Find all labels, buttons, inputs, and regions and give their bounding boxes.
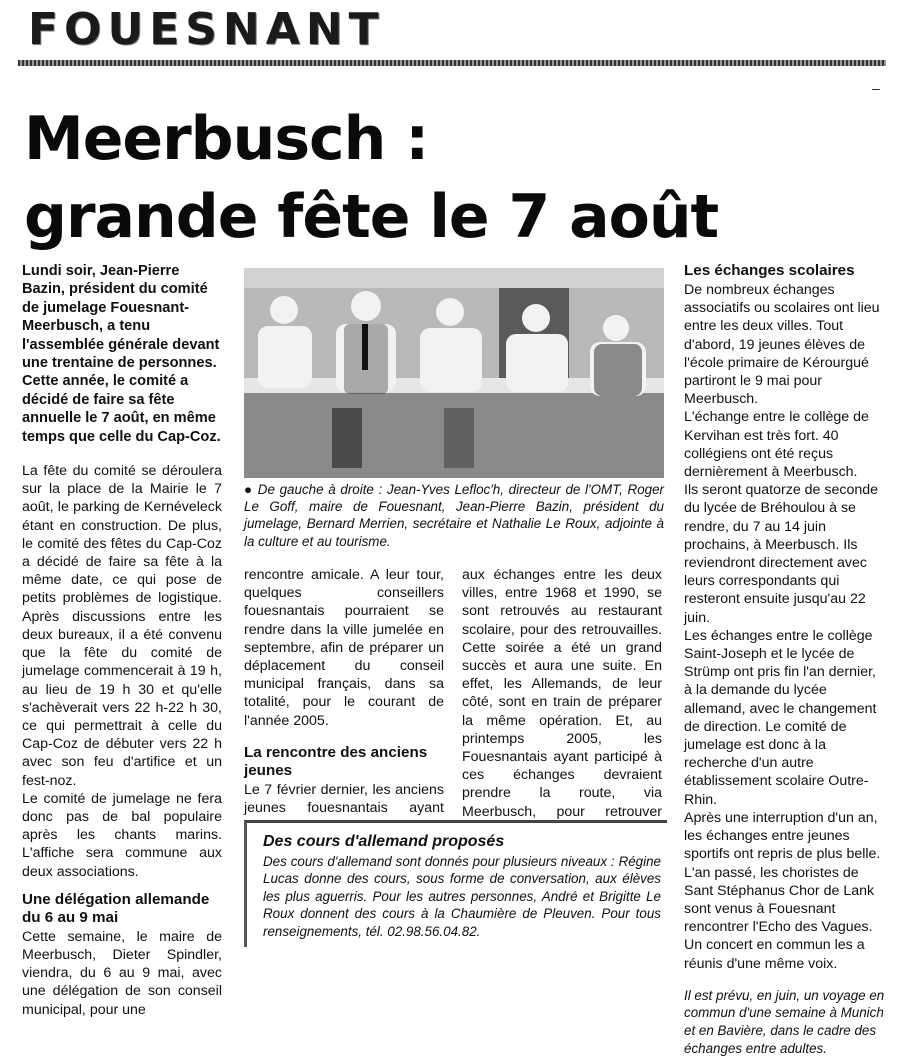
col4-paragraph-6: Il est prévu, en juin, un voyage en commun d'une semaine à Munich et en Bavière, dans le cadre des échanges entre adultes. (684, 987, 885, 1056)
lead-paragraph: Lundi soir, Jean-Pierre Bazin, président du comité de jumelage Fouesnant-Meerbusch, a tenu l'assemblée générale devant une trentaine de personnes. Cette année, le comité a décidé de faire sa fête annuelle le 7 août, en même temps que celle du Cap-Coz. (22, 263, 221, 445)
column-3 (462, 566, 662, 839)
info-box-body: Des cours d'allemand sont donnés pour plusieurs niveaux : Régine Lucas donne des cours, sous forme de conversation, aux élèves les plus aguerris. Pour les autres personnes, André et Brigitte Le Roux donnent des cours à la Chaumière de Pleuven. Pour tous renseignements, tél. 02.98.56.04.82. (263, 854, 661, 939)
col3-paragraph-1: aux échanges entre les deux villes, entre 1968 et 1990, se sont retrouvés au restaurant scolaire, pour des retrouvailles. Cette soirée a été un grand succès et aura une suite. En effet, les Allemands, de leur côté, sont en train de préparer la même opération. Et, au printemps 2005, les Fouesnantais ayant participé à ces échanges devraient prendre la route, via Meerbusch, pour retrouver (462, 567, 662, 820)
col4-subhead: Les échanges scolaires (684, 262, 855, 279)
top-rule (18, 60, 886, 66)
col4-paragraph-3: Ils seront quatorze de seconde du lycée de Bréhoulou à se rendre, du 7 au 14 juin prochains, à Meerbusch. Ils reviendront directement avec leurs correspondants qui resteront ensuite jusqu'au 22 juin. (684, 482, 879, 626)
col2-paragraph-1: rencontre amicale. A leur tour, quelques conseillers fouesnantais pourraient se rendre dans la ville jumelée en septembre, afin de préparer un déplacement du conseil municipal français, dans sa totalité, pour le courant de l'année 2005. (244, 567, 444, 729)
col2-subhead: La rencontre des anciens jeunes (244, 743, 428, 779)
photo-caption: ● De gauche à droite : Jean-Yves Lefloc'h, directeur de l'OMT, Roger Le Goff, maire de Fouesnant, Jean-Pierre Bazin, président du jumelage, Bernard Merrien, secrétaire et Nathalie Le Roux, adjointe à la culture et au tourisme. (244, 482, 664, 549)
col1-subhead: Une délégation allemande du 6 au 9 mai (22, 890, 210, 926)
headline (24, 100, 884, 256)
photo-illustration (244, 268, 664, 478)
col1-paragraph-3: Cette semaine, le maire de Meerbusch, Dieter Spindler, viendra, du 6 au 9 mai, avec une délégation de son conseil municipal, pour une (22, 928, 222, 1018)
section-title: FOUESNANT (28, 4, 385, 55)
col4-paragraph-5: Après une interruption d'un an, les échanges entre jeunes sportifs ont repris de plus belle. L'an passé, les choristes de Sant Stéphanus Chor de Lank sont venus à Fouesnant rencontrer l'Echo des Vagues. Un concert en commun les a réunis d'une même voix. (684, 809, 881, 972)
col4-paragraph-1: De nombreux échanges associatifs ou scolaires ont lieu entre les deux villes. Tout d'abord, 19 jeunes élèves de l'école primaire de Kérourgué partiront le 9 mai pour Meerbusch. (684, 282, 880, 408)
group-photo (244, 268, 664, 478)
column-1 (22, 262, 222, 1019)
margin-mark: – (872, 80, 880, 96)
col4-paragraph-2: L'échange entre le collège de Kervihan est très fort. 40 collégiens ont été reçus dernièrement à Meerbusch. (684, 409, 869, 481)
headline-line-2: grande fête le 7 août (24, 182, 719, 252)
headline-line-1: Meerbusch : (24, 104, 429, 174)
col1-paragraph-2: Le comité de jumelage ne fera donc pas de bal populaire après les chants marins. L'affiche sera commune aux deux associations. (22, 790, 222, 880)
info-box-title: Des cours d'allemand proposés (263, 833, 505, 850)
col4-paragraph-4: Les échanges entre le collège Saint-Joseph et le lycée de Strümp ont pris fin l'an dernier, à la demande du lycée allemand, avec le changement de direction. Le comité de jumelage est donc à la recherche d'un autre établissement scolaire Outre-Rhin. (684, 627, 877, 808)
col2-paragraph-2: Le 7 février dernier, les anciens jeunes fouesnantais ayant (244, 781, 444, 817)
column-2 (244, 566, 444, 835)
column-4 (684, 262, 886, 1057)
col1-paragraph-1: La fête du comité se déroulera sur la place de la Mairie le 7 août, le parking de Kernéveleck étant en construction. De plus, le comité des fêtes du Cap-Coz a décidé de faire sa fête à la même date, ce qui pose de petits problèmes de logistique. Après discussions entre les deux bureaux, il a été convenu que la fête du comité de jumelage commencerait à 19 h, au lieu de 19 h 30 et qu'elle s'achèverait vers 22 h-22 h 30, ce qui permettrait à celle du Cap-Coz de débuter vers 22 h avec son feu d'artifice et un fest-noz. (22, 463, 222, 789)
info-box (244, 820, 667, 947)
